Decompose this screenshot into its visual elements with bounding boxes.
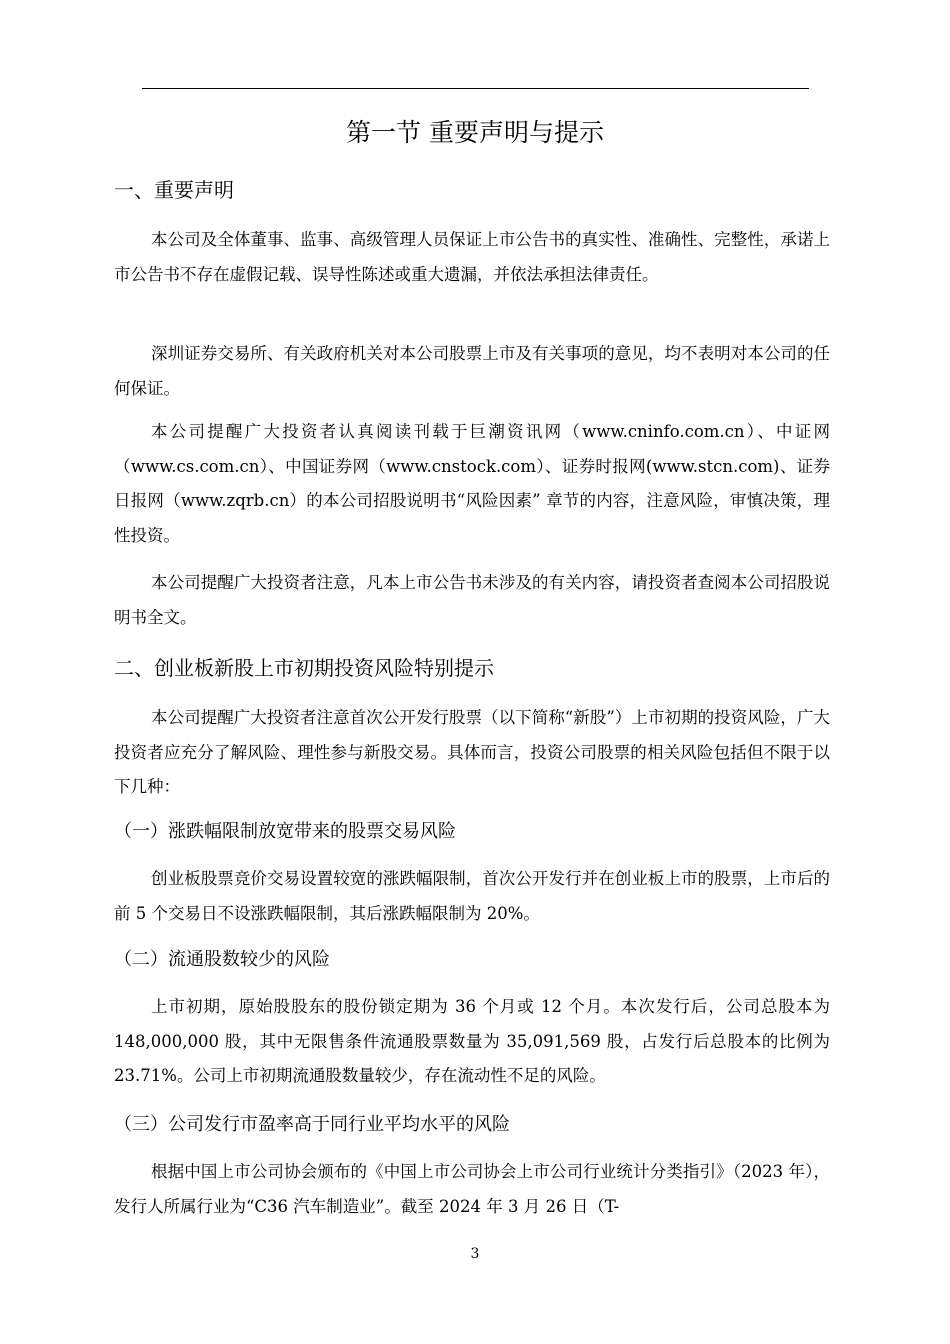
page-title: 第一节 重要声明与提示 bbox=[346, 118, 604, 147]
section-heading-ipo-risk: 二、创业板新股上市初期投资风险特别提示 bbox=[114, 656, 494, 680]
paragraph: 本公司提醒广大投资者认真阅读刊载于巨潮资讯网（www.cninfo.com.cn）、中证网（www.cs.com.cn）、中国证券网（www.cnstock.com）、证券时报网(www.stcn.com)、证券日报网（www.zqrb.cn）的本公司招股说明书“风险因素” 章节的内容，注意风险，审慎决策，理性投资。 bbox=[114, 422, 830, 545]
section-heading-important-statement: 一、重要声明 bbox=[114, 178, 234, 202]
subsection-heading-pe-ratio: （三）公司发行市盈率高于同行业平均水平的风险 bbox=[114, 1114, 510, 1135]
paragraph: 本公司提醒广大投资者注意首次公开发行股票（以下简称“新股”）上市初期的投资风险，广大投资者应充分了解风险、理性参与新股交易。具体而言，投资公司股票的相关风险包括但不限于以下几种： bbox=[114, 708, 830, 796]
paragraph: 深圳证券交易所、有关政府机关对本公司股票上市及有关事项的意见，均不表明对本公司的任何保证。 bbox=[114, 344, 830, 398]
paragraph: 本公司及全体董事、监事、高级管理人员保证上市公告书的真实性、准确性、完整性，承诺上市公告书不存在虚假记载、误导性陈述或重大遗漏，并依法承担法律责任。 bbox=[114, 230, 830, 284]
subsection-heading-float-shares: （二）流通股数较少的风险 bbox=[114, 949, 330, 970]
paragraph: 创业板股票竞价交易设置较宽的涨跌幅限制，首次公开发行并在创业板上市的股票，上市后的前 5 个交易日不设涨跌幅限制，其后涨跌幅限制为 20%。 bbox=[114, 869, 830, 923]
subsection-heading-price-limit: （一）涨跌幅限制放宽带来的股票交易风险 bbox=[114, 821, 456, 842]
header-rule bbox=[142, 88, 809, 89]
paragraph: 本公司提醒广大投资者注意，凡本上市公告书未涉及的有关内容，请投资者查阅本公司招股说明书全文。 bbox=[114, 573, 830, 627]
paragraph: 上市初期，原始股股东的股份锁定期为 36 个月或 12 个月。本次发行后，公司总股本为 148,000,000 股，其中无限售条件流通股票数量为 35,091,569 股，占发行后总股本的比例为 23.71%。公司上市初期流通股数量较少，存在流动性不足的风险。 bbox=[114, 997, 830, 1085]
page-number: 3 bbox=[470, 1246, 480, 1262]
paragraph: 根据中国上市公司协会颁布的《中国上市公司协会上市公司行业统计分类指引》（2023 年），发行人所属行业为“C36 汽车制造业”。截至 2024 年 3 月 26 日（T- bbox=[114, 1162, 830, 1216]
